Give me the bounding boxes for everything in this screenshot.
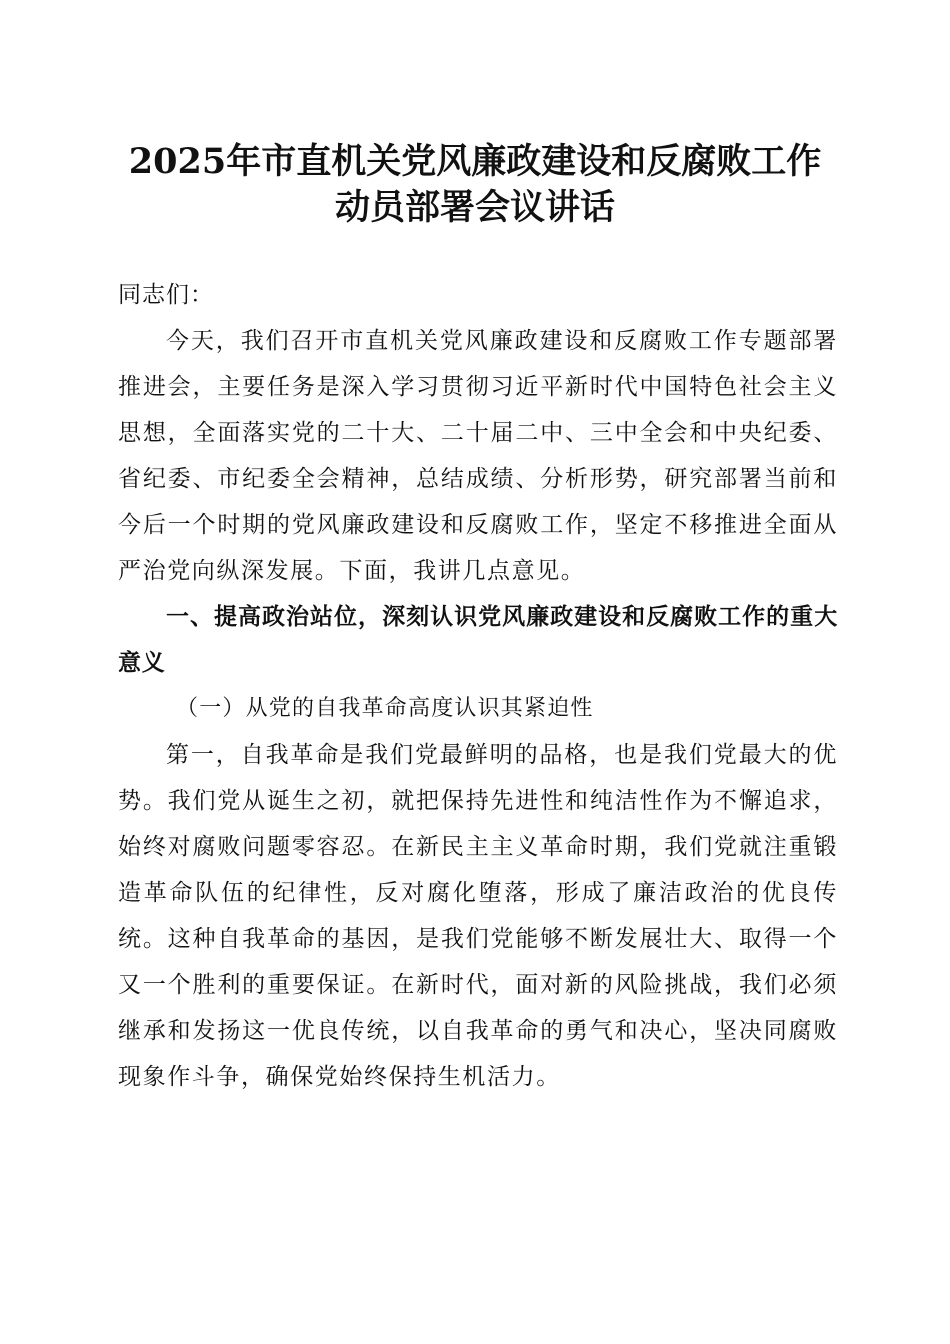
- section-heading-1: 一、提高政治站位，深刻认识党风廉政建设和反腐败工作的重大意义: [118, 604, 838, 676]
- subsection-heading-1: （一）从党的自我革命高度认识其紧迫性: [176, 696, 594, 721]
- document-body: [118, 272, 838, 1100]
- salutation: 同志们：: [118, 282, 214, 308]
- document-title-line-1: 2025年市直机关党风廉政建设和反腐败工作: [128, 141, 822, 182]
- intro-paragraph: 今天，我们召开市直机关党风廉政建设和反腐败工作专题部署推进会，主要任务是深入学习贯彻习近平新时代中国特色社会主义思想，全面落实党的二十大、二十届二中、三中全会和中央纪委、省纪委、市纪委全会精神，总结成绩、分析形势，研究部署当前和今后一个时期的党风廉政建设和反腐败工作，坚定不移推进全面从严治党向纵深发展。下面，我讲几点意见。: [118, 328, 838, 584]
- document-title-line-2: 动员部署会议讲话: [334, 187, 615, 228]
- point-paragraph-1: 第一，自我革命是我们党最鲜明的品格，也是我们党最大的优势。我们党从诞生之初，就把保持先进性和纯洁性作为不懈追求，始终对腐败问题零容忍。在新民主主义革命时期，我们党就注重锻造革命队伍的纪律性，反对腐化堕落，形成了廉洁政治的优良传统。这种自我革命的基因，是我们党能够不断发展壮大、取得一个又一个胜利的重要保证。在新时代，面对新的风险挑战，我们必须继承和发扬这一优良传统，以自我革命的勇气和决心，坚决同腐败现象作斗争，确保党始终保持生机活力。: [118, 742, 838, 1090]
